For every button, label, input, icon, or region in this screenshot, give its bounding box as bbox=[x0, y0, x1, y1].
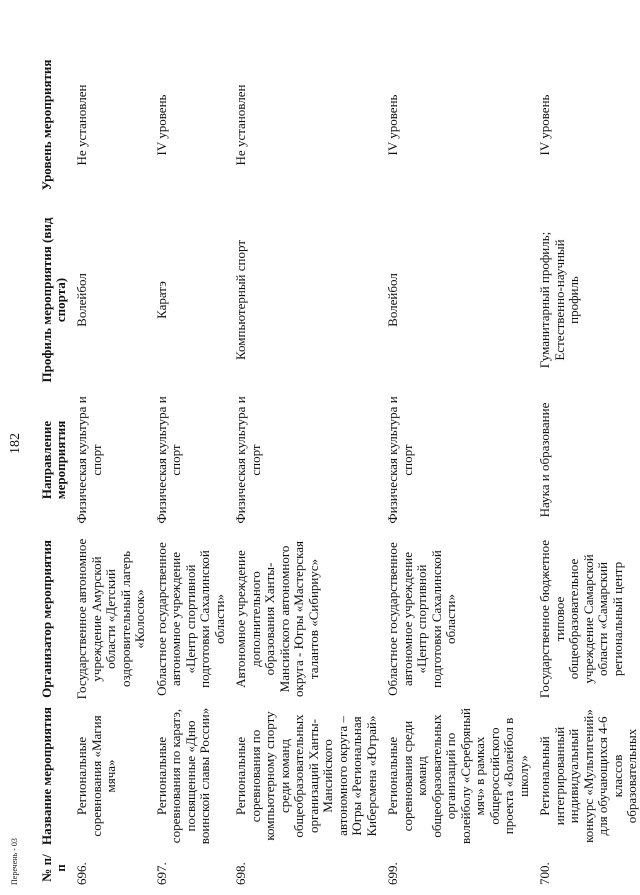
table-row bbox=[385, 35, 537, 887]
row-num: 699. bbox=[385, 862, 400, 885]
table-row bbox=[154, 35, 234, 887]
row-num: 697. bbox=[153, 862, 169, 885]
table-row bbox=[233, 35, 385, 887]
row-profile: Компьютерный спорт bbox=[233, 240, 248, 361]
row-profile: Каратэ bbox=[153, 281, 169, 319]
row-name: Региональные соревнования «Магия мяча» bbox=[74, 715, 118, 837]
footer-note: Перечень - 03 bbox=[10, 838, 19, 885]
header-profile: Профиль мероприятия (вид спорта) bbox=[39, 217, 68, 383]
header-name: Название мероприятия bbox=[39, 707, 54, 845]
row-name: Региональный интегрированный индивидуальный конкурс «Мультигений» для обучающихся 4-6 классов образовательных bbox=[537, 709, 639, 843]
header-organizer: Организатор мероприятия bbox=[39, 540, 54, 698]
page-number: 182 bbox=[8, 433, 23, 454]
row-name: Региональные соревнования по каратэ, посвященные «Дню воинской славы России» bbox=[153, 707, 212, 845]
row-organizer: Областное государственное автономное учреждение «Центр спортивной подготовки Сахалинской области» bbox=[385, 542, 458, 696]
row-num: 698. bbox=[233, 862, 248, 885]
row-num: 700. bbox=[537, 862, 552, 885]
row-name: Региональные соревнования по компьютерному спорту среди команд общеобразовательных организаций Ханты-Мансийского автономного округа – Югры «Региональная Киберсмена «Юграй» bbox=[233, 711, 379, 841]
row-direction: Наука и образование bbox=[537, 402, 552, 518]
events-table bbox=[38, 35, 640, 887]
row-level: Не установлен bbox=[233, 84, 248, 166]
row-direction: Физическая культура и спорт bbox=[74, 396, 104, 524]
table-row bbox=[537, 35, 640, 887]
row-level: IV уровень bbox=[153, 94, 169, 156]
row-profile: Волейбол bbox=[74, 273, 89, 327]
table-header-row bbox=[38, 35, 74, 887]
row-direction: Физическая культура и спорт bbox=[153, 396, 183, 524]
header-num: № п/п bbox=[39, 854, 68, 882]
row-profile: Гуманитарный профиль; Естественно-научный профиль bbox=[537, 231, 581, 369]
row-organizer: Государственное автономное учреждение Амурской области «Детский оздоровительный лагерь «Колосок» bbox=[74, 538, 147, 700]
row-level: IV уровень bbox=[385, 94, 400, 156]
header-direction: Направление мероприятия bbox=[39, 420, 68, 500]
row-direction: Физическая культура и спорт bbox=[233, 396, 263, 524]
row-direction: Физическая культура и спорт bbox=[385, 396, 415, 524]
row-profile: Волейбол bbox=[385, 273, 400, 327]
row-name: Региональные соревнования среди команд общеобразовательных организаций по волейболу «Серебряный мяч» в рамках общероссийского проекта «Волейбол в школу» bbox=[385, 708, 531, 844]
row-level: IV уровень bbox=[537, 94, 552, 156]
header-level: Уровень мероприятия bbox=[39, 59, 54, 191]
row-organizer: Государственное бюджетное типовое общеобразовательное учреждение Самарской области «Самарский региональный центр bbox=[537, 539, 625, 699]
table-row bbox=[74, 35, 154, 887]
row-num: 696. bbox=[74, 862, 89, 885]
row-organizer: Областное государственное автономное учреждение «Центр спортивной подготовки Сахалинской области» bbox=[153, 542, 227, 696]
row-level: Не установлен bbox=[74, 84, 89, 166]
row-organizer: Автономное учреждение дополнительного образования Ханты-Мансийского автономного округа - Югры «Мастерская талантов «Сибириус» bbox=[233, 541, 321, 697]
